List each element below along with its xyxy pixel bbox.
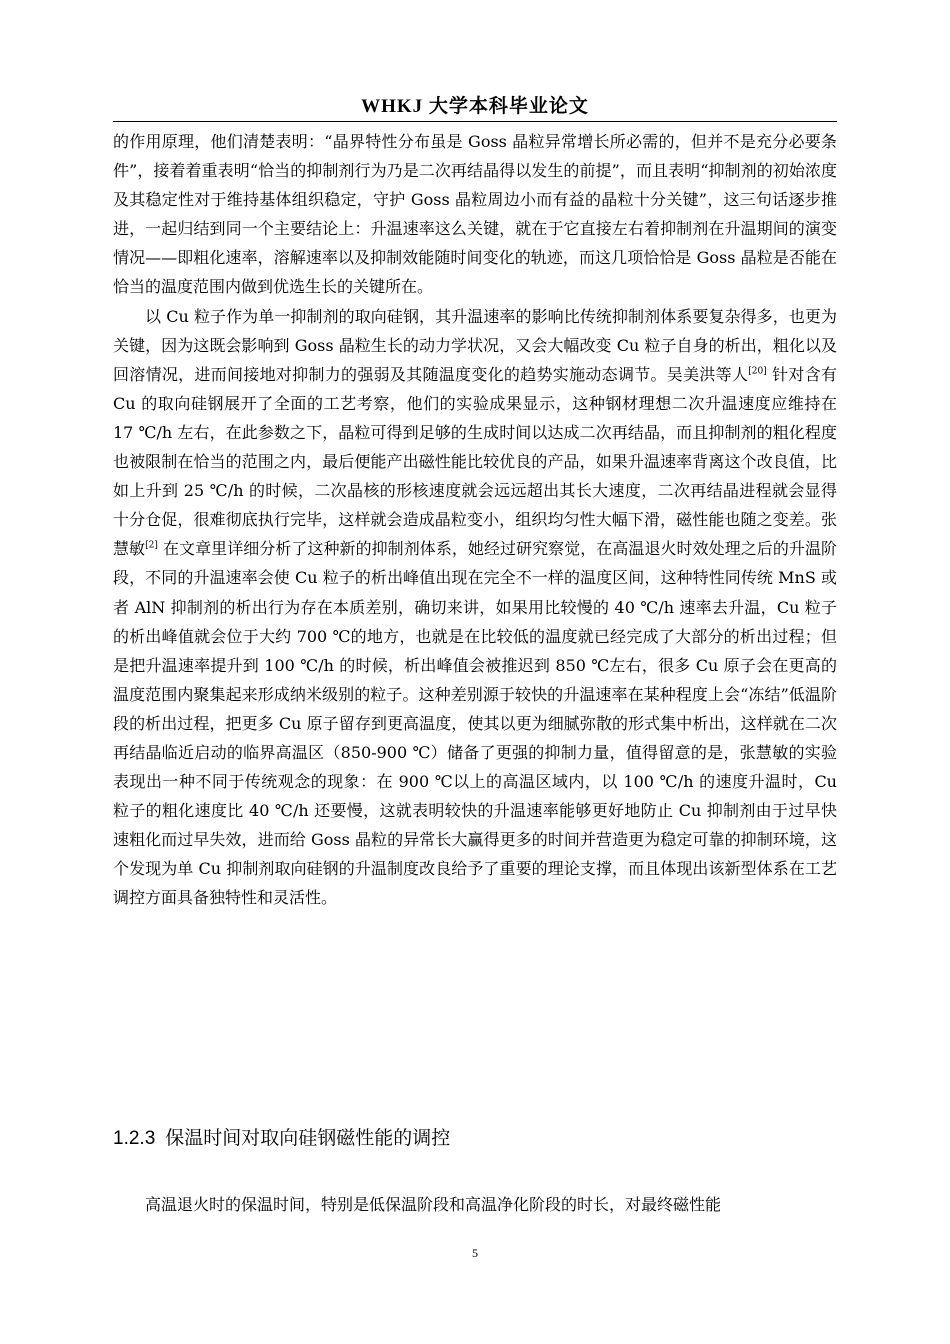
running-header: WHKJ 大学本科毕业论文 [361, 96, 589, 117]
main-body-text [113, 127, 837, 913]
section-heading [113, 1124, 837, 1153]
section-title: 保温时间对取向硅钢磁性能的调控 [165, 1127, 451, 1149]
citation-ref: [2] [145, 540, 158, 551]
paragraph-text-segment: 在文章里详细分析了这种新的抑制剂体系，她经过研究察觉，在高温退火时效处理之后的升温阶段，不同的升温速率会使 Cu 粒子的析出峰值出现在完全不一样的温度区间，这种特性同传统 MnS 或者 AlN 抑制剂的析出行为存在本质差别，确切来讲，如果用比较慢的 40 ℃/h 速率去升温，Cu 粒子的析出峰值就会位于大约 700 ℃的地方，也就是在比较低的温度就已经完成了大部分的析出过程；但是把升温速率提升到 100 ℃/h 的时候，析出峰值会被推迟到 850 ℃左右，很多 Cu 原子会在更高的温度范围内聚集起来形成纳米级别的粒子。这种差别源于较快的升温速率在某种程度上会“冻结”低温阶段的析出过程，把更多 Cu 原子留存到更高温度，使其以更为细腻弥散的形式集中析出，这样就在二次再结晶临近启动的临界高温区（850-900 ℃）储备了更强的抑制力量，值得留意的是，张慧敏的实验表现出一种不同于传统观念的现象：在 900 ℃以上的高温区域内，以 100 ℃/h 的速度升温时，Cu 粒子的粗化速度比 40 ℃/h 还要慢，这就表明较快的升温速率能够更好地防止 Cu 抑制剂由于过早快速粗化而过早失效，进而给 Goss 晶粒的异常长大赢得更多的时间并营造更为稳定可靠的抑制环境，这个发现为单 Cu 抑制剂取向硅钢的升温制度改良给予了重要的理论支撑，而且体现出该新型体系在工艺调控方面具备独特性和灵活性。 [113, 539, 837, 908]
section-number: 1.2.3 [113, 1128, 156, 1149]
page-number: 5 [472, 1246, 478, 1260]
paragraph-text-segment: 以 Cu 粒子作为单一抑制剂的取向硅钢，其升温速率的影响比传统抑制剂体系要复杂得多，也更为关键，因为这既会影响到 Goss 晶粒生长的动力学状况，又会大幅改变 Cu 粒子自身的析出，粗化以及回溶情况，进而间接地对抑制力的强弱及其随温度变化的趋势实施动态调节。吴美洪等人 [113, 306, 837, 384]
paragraph-continuation: 的作用原理，他们清楚表明：“晶界特性分布虽是 Goss 晶粒异常增长所必需的，但并不是充分必要条件”，接着着重表明“恰当的抑制剂行为乃是二次再结晶得以发生的前提”，而且表明“抑制剂的初始浓度及其稳定性对于维持基体组织稳定，守护 Goss 晶粒周边小而有益的晶粒十分关键”，这三句话逐步推进，一起归结到同一个主要结论上：升温速率这么关键，就在于它直接左右着抑制剂在升温期间的演变情况——即粗化速率，溶解速率以及抑制效能随时间变化的轨迹，而这几项恰恰是 Goss 晶粒是否能在恰当的温度范围内做到优选生长的关键所在。 [113, 132, 837, 297]
section-body-text: 高温退火时的保温时间，特别是低保温阶段和高温净化阶段的时长，对最终磁性能 [145, 1195, 722, 1214]
header-divider [113, 121, 837, 122]
citation-ref: [20] [748, 366, 767, 377]
paragraph-cu-heating-rate [113, 302, 837, 913]
paragraph-text-segment: 针对含有 Cu 的取向硅钢展开了全面的工艺考察，他们的实验成果显示，这种钢材理想二次升温速度应维持在 17 ℃/h 左右，在此参数之下，晶粒可得到足够的生成时间以达成二次再结晶，而且抑制剂的粗化程度也被限制在恰当的范围之内，最后便能产出磁性能比较优良的产品，如果升温速率背离这个改良值，比如上升到 25 ℃/h 的时候，二次晶核的形核速度就会远远超出其长大速度，二次再结晶进程就会显得十分仓促，很难彻底执行完毕，这样就会造成晶粒变小，组织均匀性大幅下滑，磁性能也随之变差。张慧敏 [113, 364, 837, 559]
